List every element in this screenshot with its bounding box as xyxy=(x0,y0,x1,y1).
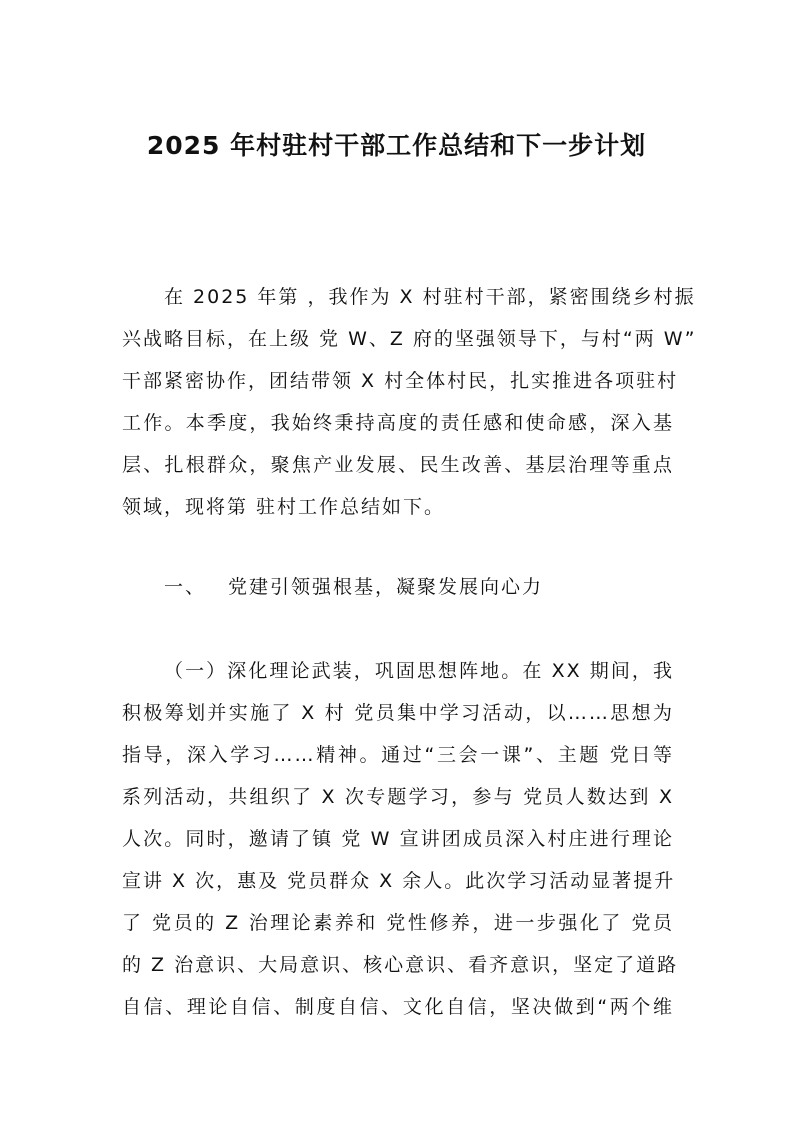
paragraph-line: 了 党员的 Z 治理论素养和 党性修养，进一步强化了 党员 xyxy=(122,912,674,934)
paragraph-line: 自信、理论自信、制度自信、文化自信，坚决做到“两个维 xyxy=(122,996,674,1018)
paragraph-line: 在 2025 年第 ，我作为 X 村驻村干部，紧密围绕乡村振 xyxy=(164,286,696,308)
paragraph-line: 指导，深入学习……精神。通过“三会一课”、主题 党日等 xyxy=(122,744,674,766)
section-number: 一、 xyxy=(164,576,207,598)
paragraph-line: 兴战略目标，在上级 党 W、Z 府的坚强领导下，与村“两 W” xyxy=(122,328,697,350)
section-heading xyxy=(164,566,543,608)
paragraph-line: 系列活动，共组织了 X 次专题学习，参与 党员人数达到 X xyxy=(122,786,674,808)
paragraph-line: 人次。同时，邀请了镇 党 W 宣讲团成员深入村庄进行理论 xyxy=(122,828,674,850)
paragraph-line: 干部紧密协作，团结带领 X 村全体村民，扎实推进各项驻村 xyxy=(122,370,679,392)
paragraph-line: 层、扎根群众，聚焦产业发展、民生改善、基层治理等重点 xyxy=(122,454,674,476)
subsection-paragraph xyxy=(122,650,679,1028)
paragraph-line: 的 Z 治意识、大局意识、核心意识、看齐意识，坚定了道路 xyxy=(122,954,679,976)
paragraph-line: 工作。本季度，我始终秉持高度的责任感和使命感，深入基 xyxy=(122,412,674,434)
intro-paragraph xyxy=(122,276,697,528)
paragraph-line: 宣讲 X 次，惠及 党员群众 X 余人。此次学习活动显著提升 xyxy=(122,870,676,892)
paragraph-line: 领域，现将第 驻村工作总结如下。 xyxy=(122,496,446,518)
section-heading-text: 党建引领强根基，凝聚发展向心力 xyxy=(228,576,544,598)
paragraph-line: （一）深化理论武装，巩固思想阵地。在 XX 期间，我 xyxy=(164,660,674,682)
document-title: 2025 年村驻村干部工作总结和下一步计划 xyxy=(146,131,647,160)
paragraph-line: 积极筹划并实施了 X 村 党员集中学习活动，以……思想为 xyxy=(122,702,674,724)
